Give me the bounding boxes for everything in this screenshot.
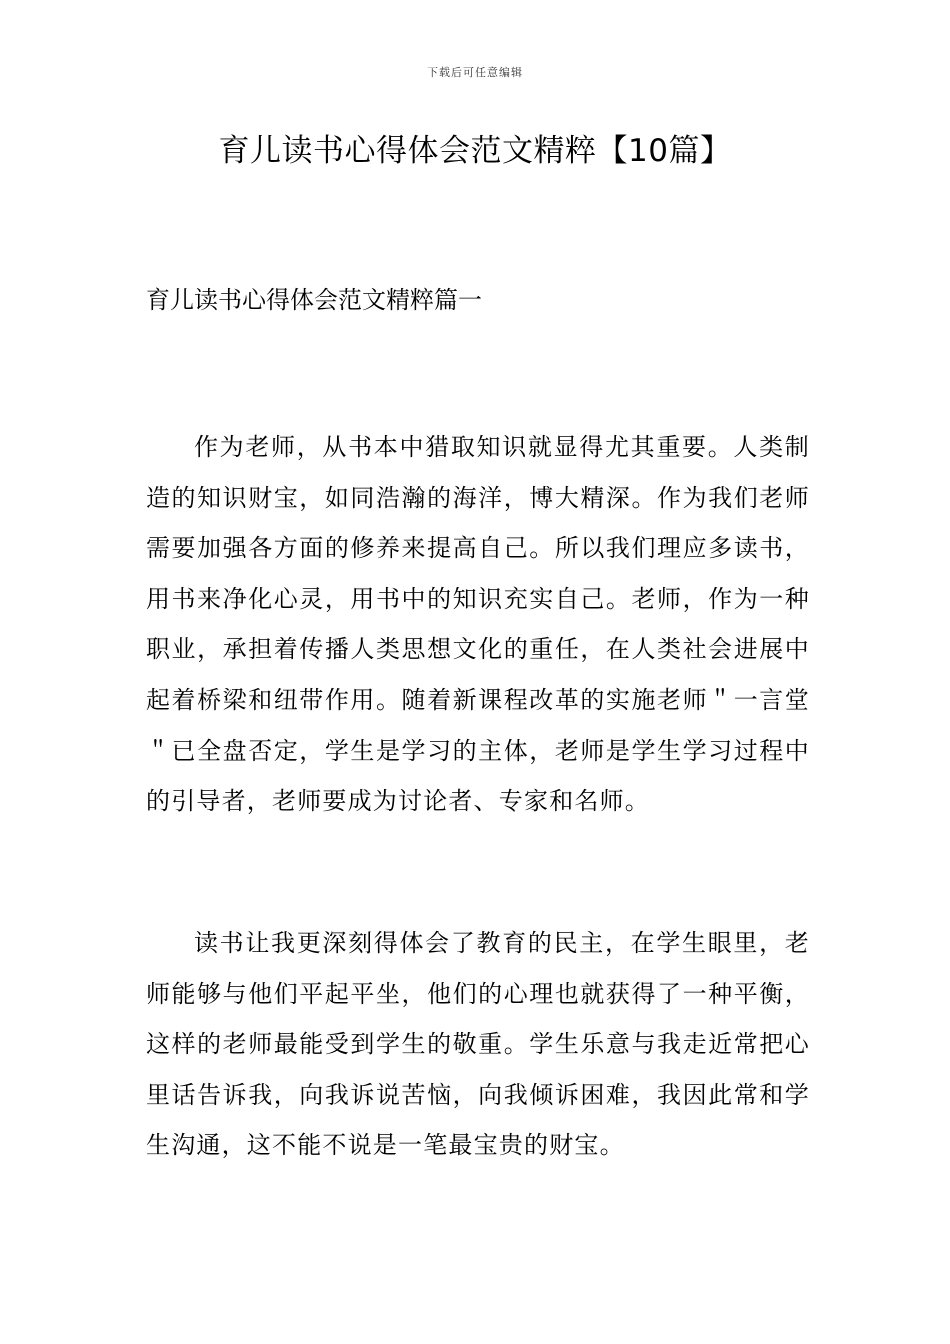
section-heading: 育儿读书心得体会范文精粹篇一 (146, 286, 482, 314)
paragraph-2: 读书让我更深刻得体会了教育的民主，在学生眼里，老师能够与他们平起平坐，他们的心理也就获得了一种平衡，这样的老师最能受到学生的敬重。学生乐意与我走近常把心里话告诉我，向我诉说苦恼，向我倾诉困难，我因此常和学生沟通，这不能不说是一笔最宝贵的财宝。 (146, 929, 810, 1160)
paragraph-1: 作为老师，从书本中猎取知识就显得尤其重要。人类制造的知识财宝，如同浩瀚的海洋，博大精深。作为我们老师需要加强各方面的修养来提高自己。所以我们理应多读书，用书来净化心灵，用书中的知识充实自己。老师，作为一种职业，承担着传播人类思想文化的重任，在人类社会进展中起着桥梁和纽带作用。随着新课程改革的实施老师＂一言堂＂已全盘否定，学生是学习的主体，老师是学生学习过程中的引导者，老师要成为讨论者、专家和名师。 (146, 433, 810, 816)
header-note: 下载后可任意编辑 (427, 66, 523, 79)
document-title: 育儿读书心得体会范文精粹【10篇】 (218, 133, 732, 169)
